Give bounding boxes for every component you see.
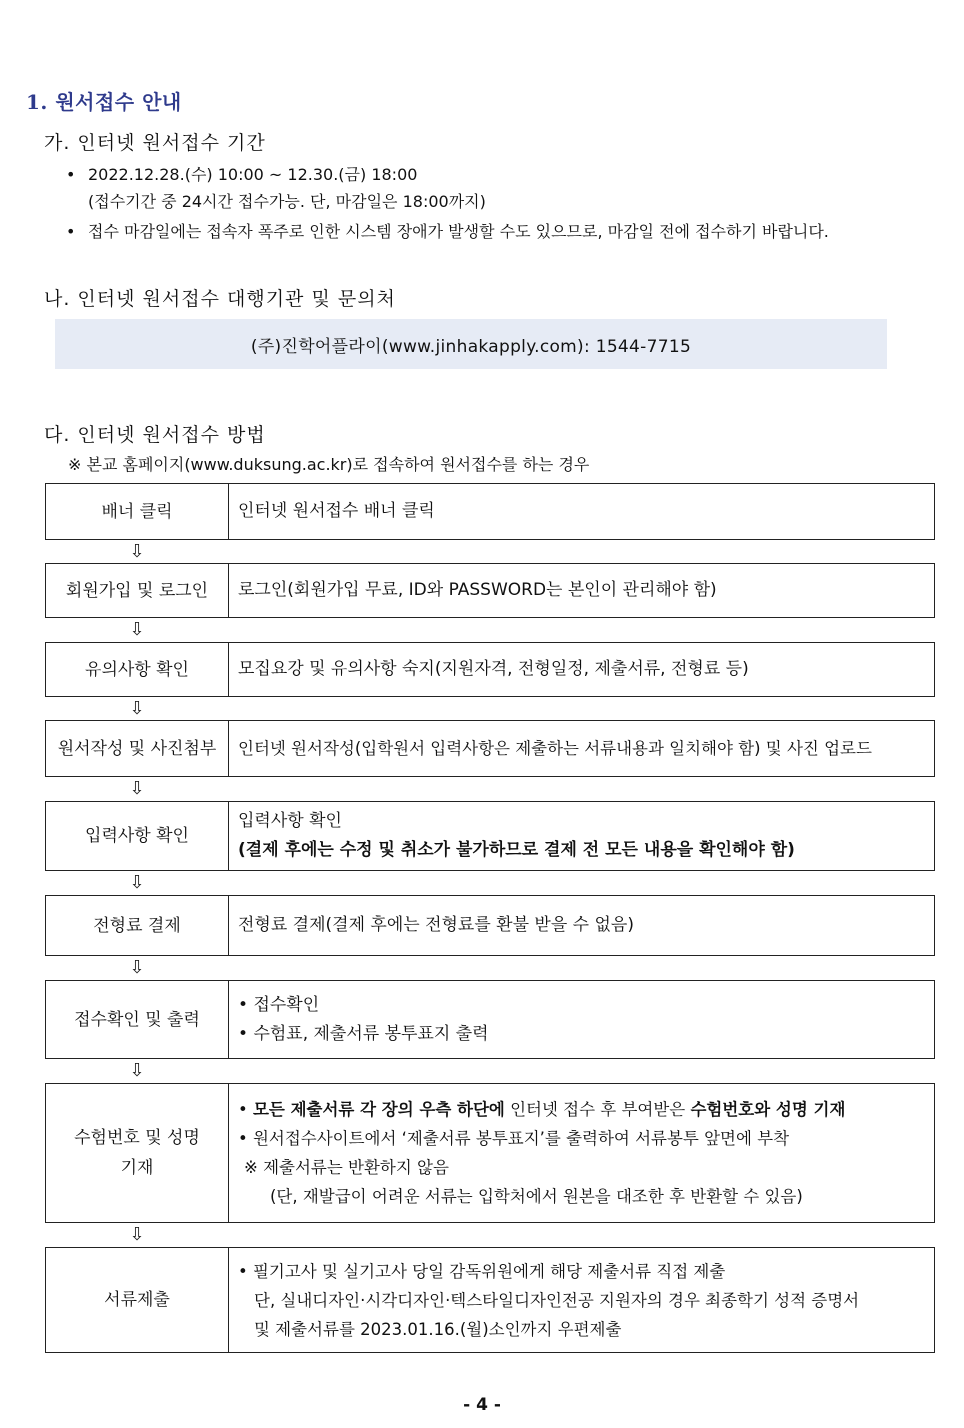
flow-desc-line: [238, 1124, 934, 1153]
flow-desc: (단, 재발급이 어려운 서류는 입학처에서 원본을 대조한 후 반환할 수 있음): [270, 1187, 803, 1206]
flow-label: 전형료 결제: [46, 896, 229, 955]
heading-period: 가. 인터넷 원서접수 기간: [44, 132, 266, 154]
flow-desc: 로그인(회원가입 무료, ID와 PASSWORD는 본인이 관리해야 함): [238, 580, 717, 600]
flow-desc-line: [238, 1020, 934, 1049]
flow-label-line: 기재: [120, 1158, 154, 1178]
flow-desc: 전형료 결제(결제 후에는 전형료를 환불 받을 수 없음): [238, 915, 634, 935]
flow-step-verify: [45, 801, 935, 871]
down-arrow-icon: ⇩: [129, 1060, 145, 1081]
down-arrow-icon: ⇩: [129, 541, 145, 562]
flow-label-line: 수험번호 및 성명: [74, 1128, 200, 1148]
period-note: (접수기간 중 24시간 접수가능. 단, 마감일은 18:00까지): [88, 192, 486, 211]
flow-desc-line: [238, 1315, 934, 1344]
down-arrow-icon: ⇩: [129, 778, 145, 799]
flow-desc-line: [238, 1095, 934, 1124]
flow-desc: 원서접수사이트에서 ‘제출서류 봉투표지’를 출력하여 서류봉투 앞면에 부착: [252, 1129, 790, 1148]
flow-desc: 필기고사 및 실기고사 당일 감독위원에게 해당 제출서류 직접 제출: [252, 1261, 726, 1281]
flow-step-login: [45, 563, 935, 618]
flow-desc: 모집요강 및 유의사항 숙지(지원자격, 전형일정, 제출서류, 전형료 등): [238, 659, 749, 679]
down-arrow-icon: ⇩: [129, 1224, 145, 1245]
bullet-glyph: •: [66, 165, 76, 184]
bullet-glyph: •: [238, 994, 249, 1015]
section-title: 1. 원서접수 안내: [26, 90, 182, 114]
flow-desc: ※ 제출서류는 반환하지 않음: [244, 1158, 449, 1177]
bullet-glyph: •: [238, 1129, 248, 1148]
flow-desc-bold: 수험번호와 성명 기재: [690, 1100, 846, 1119]
flow-desc: 인터넷 원서접수 배너 클릭: [238, 501, 435, 521]
flow-step-notice: [45, 642, 935, 697]
flow-desc-line: [238, 1257, 934, 1286]
contact-text: (주)진학어플라이(www.jinhakapply.com): 1544-7715: [250, 336, 692, 357]
flow-step-write: [45, 720, 935, 777]
contact-box: [55, 319, 887, 369]
heading-method: 다. 인터넷 원서접수 방법: [44, 424, 266, 446]
flow-step-confirm: [45, 980, 935, 1059]
down-arrow-icon: ⇩: [129, 619, 145, 640]
period-bullet-1: [66, 162, 417, 185]
flow-label: 서류제출: [46, 1248, 229, 1352]
flow-desc-line: [238, 1286, 934, 1315]
flow-desc-bold: 모든 제출서류 각 장의 우측 하단에: [252, 1100, 505, 1119]
bullet-glyph: •: [238, 1023, 249, 1044]
heading-agency: 나. 인터넷 원서접수 대행기관 및 문의처: [44, 288, 396, 310]
flow-desc: 입력사항 확인: [238, 811, 342, 831]
period-dates: 2022.12.28.(수) 10:00 ~ 12.30.(금) 18:00: [88, 165, 418, 184]
down-arrow-icon: ⇩: [129, 698, 145, 719]
flow-desc-line: [238, 1153, 934, 1182]
flow-label: 원서작성 및 사진첨부: [46, 721, 229, 776]
page-number: - 4 -: [463, 1395, 501, 1415]
bullet-glyph: •: [238, 1261, 248, 1281]
flow-desc: 수험표, 제출서류 봉투표지 출력: [253, 1023, 489, 1044]
flow-step-submit: [45, 1247, 935, 1353]
flow-step-banner: [45, 483, 935, 540]
down-arrow-icon: ⇩: [129, 872, 145, 893]
flow-desc: 인터넷 원서작성(입학원서 입력사항은 제출하는 서류내용과 일치해야 함) 및 사진 업로드: [238, 739, 872, 758]
flow-desc: 및 제출서류를 2023.01.16.(월)소인까지 우편제출: [254, 1319, 622, 1339]
method-note: ※ 본교 홈페이지(www.duksung.ac.kr)로 접속하여 원서접수를 하는 경우: [68, 455, 590, 474]
period-warning: 접수 마감일에는 접속자 폭주로 인한 시스템 장애가 발생할 수도 있으므로, 마감일 전에 접수하기 바랍니다.: [88, 222, 829, 241]
flow-label: 배너 클릭: [46, 484, 229, 539]
bullet-glyph: •: [66, 222, 76, 241]
flow-desc-warning: (결제 후에는 수정 및 취소가 불가하므로 결제 전 모든 내용을 확인해야 함): [238, 840, 795, 860]
down-arrow-icon: ⇩: [129, 957, 145, 978]
flow-label: 유의사항 확인: [46, 643, 229, 696]
flow-desc: 인터넷 접수 후 부여받은: [504, 1100, 691, 1119]
flow-step-payment: [45, 895, 935, 956]
flow-desc-line: [238, 991, 934, 1020]
flow-desc: 접수확인: [253, 994, 320, 1015]
flow-label: 입력사항 확인: [46, 802, 229, 870]
flow-label: 회원가입 및 로그인: [46, 564, 229, 617]
flow-step-labeling: [45, 1083, 935, 1223]
bullet-glyph: •: [238, 1100, 248, 1119]
flow-label: [46, 1084, 229, 1222]
period-bullet-2: [66, 219, 829, 242]
flow-label: 접수확인 및 출력: [46, 981, 229, 1058]
flow-desc: 단, 실내디자인·시각디자인·텍스타일디자인전공 지원자의 경우 최종학기 성적 증명서: [254, 1290, 860, 1310]
flow-desc-line: [238, 1182, 934, 1211]
